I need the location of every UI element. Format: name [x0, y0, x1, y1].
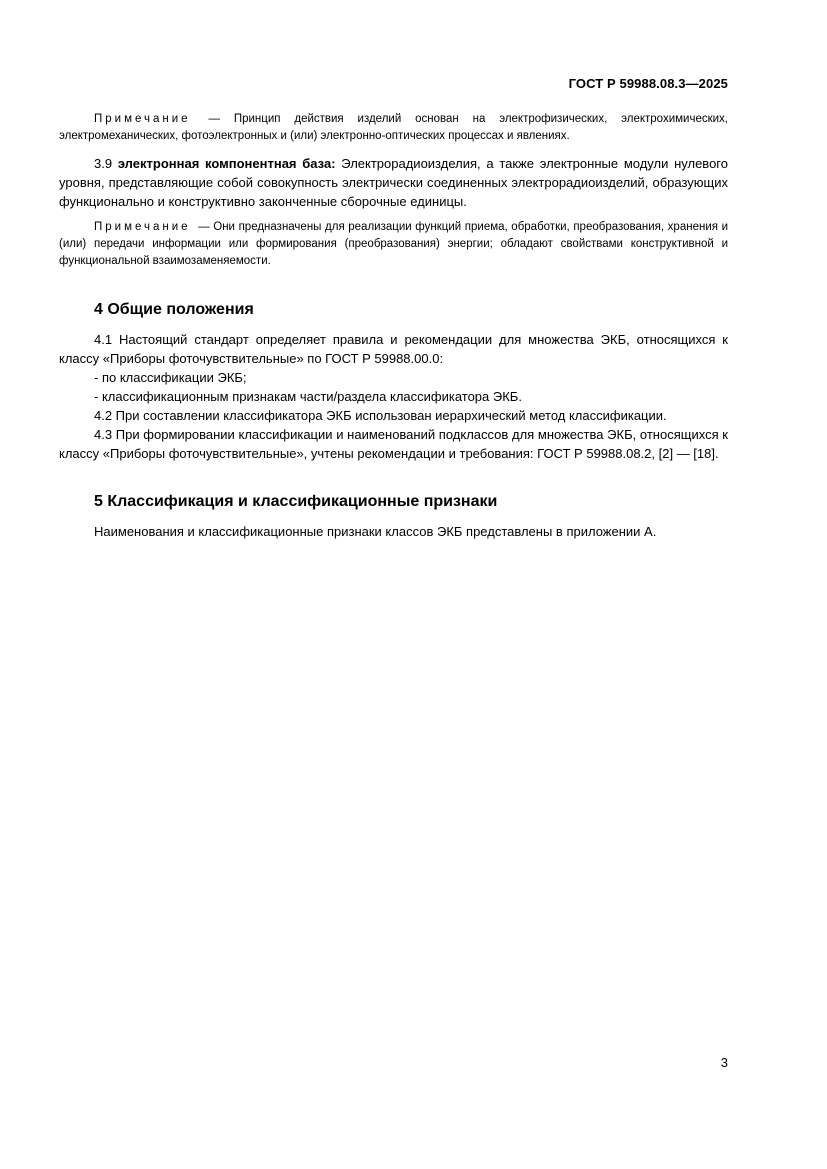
section-4-heading: 4 Общие положения	[94, 301, 254, 318]
term-3-9-definition: Электрорадиоизделия, а также электронные модули нулевого уровня, представляющие собой совокупность электрически соединенных электрорадиоизделий, образующих функционально и конструктивно законченные сборочные единицы.	[59, 156, 728, 209]
note-1-text: — Принцип действия изделий основан на электрофизических, электрохимических, электромеханических, фотоэлектронных и (или) электронно-оптических процессах и явлениях.	[59, 113, 728, 142]
note-2-text: — Они предназначены для реализации функций приема, обработки, преобразования, хранения и (или) передачи информации или формирования (преобразования) энергии; обладают свойствами конструктивной и функциональной взаимозаменяемости.	[59, 221, 728, 267]
section-5-heading: 5 Классификация и классификационные признаки	[94, 493, 498, 510]
paragraph-4-1: 4.1 Настоящий стандарт определяет правила и рекомендации для множества ЭКБ, относящихся к классу «Приборы фоточувствительные» по ГОСТ Р 59988.00.0:	[59, 332, 728, 366]
paragraph-4-3: 4.3 При формировании классификации и наименований подклассов для множества ЭКБ, относящихся к классу «Приборы фоточувствительные», учтены рекомендации и требования: ГОСТ Р 59988.08.2, [2] — [18].	[59, 427, 728, 461]
paragraph-4-2: 4.2 При составлении классификатора ЭКБ использован иерархический метод классификации.	[94, 408, 667, 423]
term-3-9-number: 3.9	[94, 156, 113, 171]
term-3-9-term: электронная компонентная база:	[117, 156, 336, 171]
paragraph-5: Наименования и классификационные признаки классов ЭКБ представлены в приложении А.	[94, 524, 657, 539]
note-2	[59, 219, 728, 270]
note-2-label: Примечание	[94, 221, 191, 233]
note-1-label: Примечание	[94, 113, 191, 125]
document-id-header: ГОСТ Р 59988.08.3—2025	[568, 76, 728, 91]
term-3-9	[59, 154, 728, 211]
page-content	[59, 111, 728, 541]
page-number: 3	[720, 1055, 728, 1070]
list-item: - классификационным признакам части/раздела классификатора ЭКБ.	[94, 389, 522, 404]
list-item: - по классификации ЭКБ;	[94, 370, 247, 385]
note-1	[59, 111, 728, 145]
